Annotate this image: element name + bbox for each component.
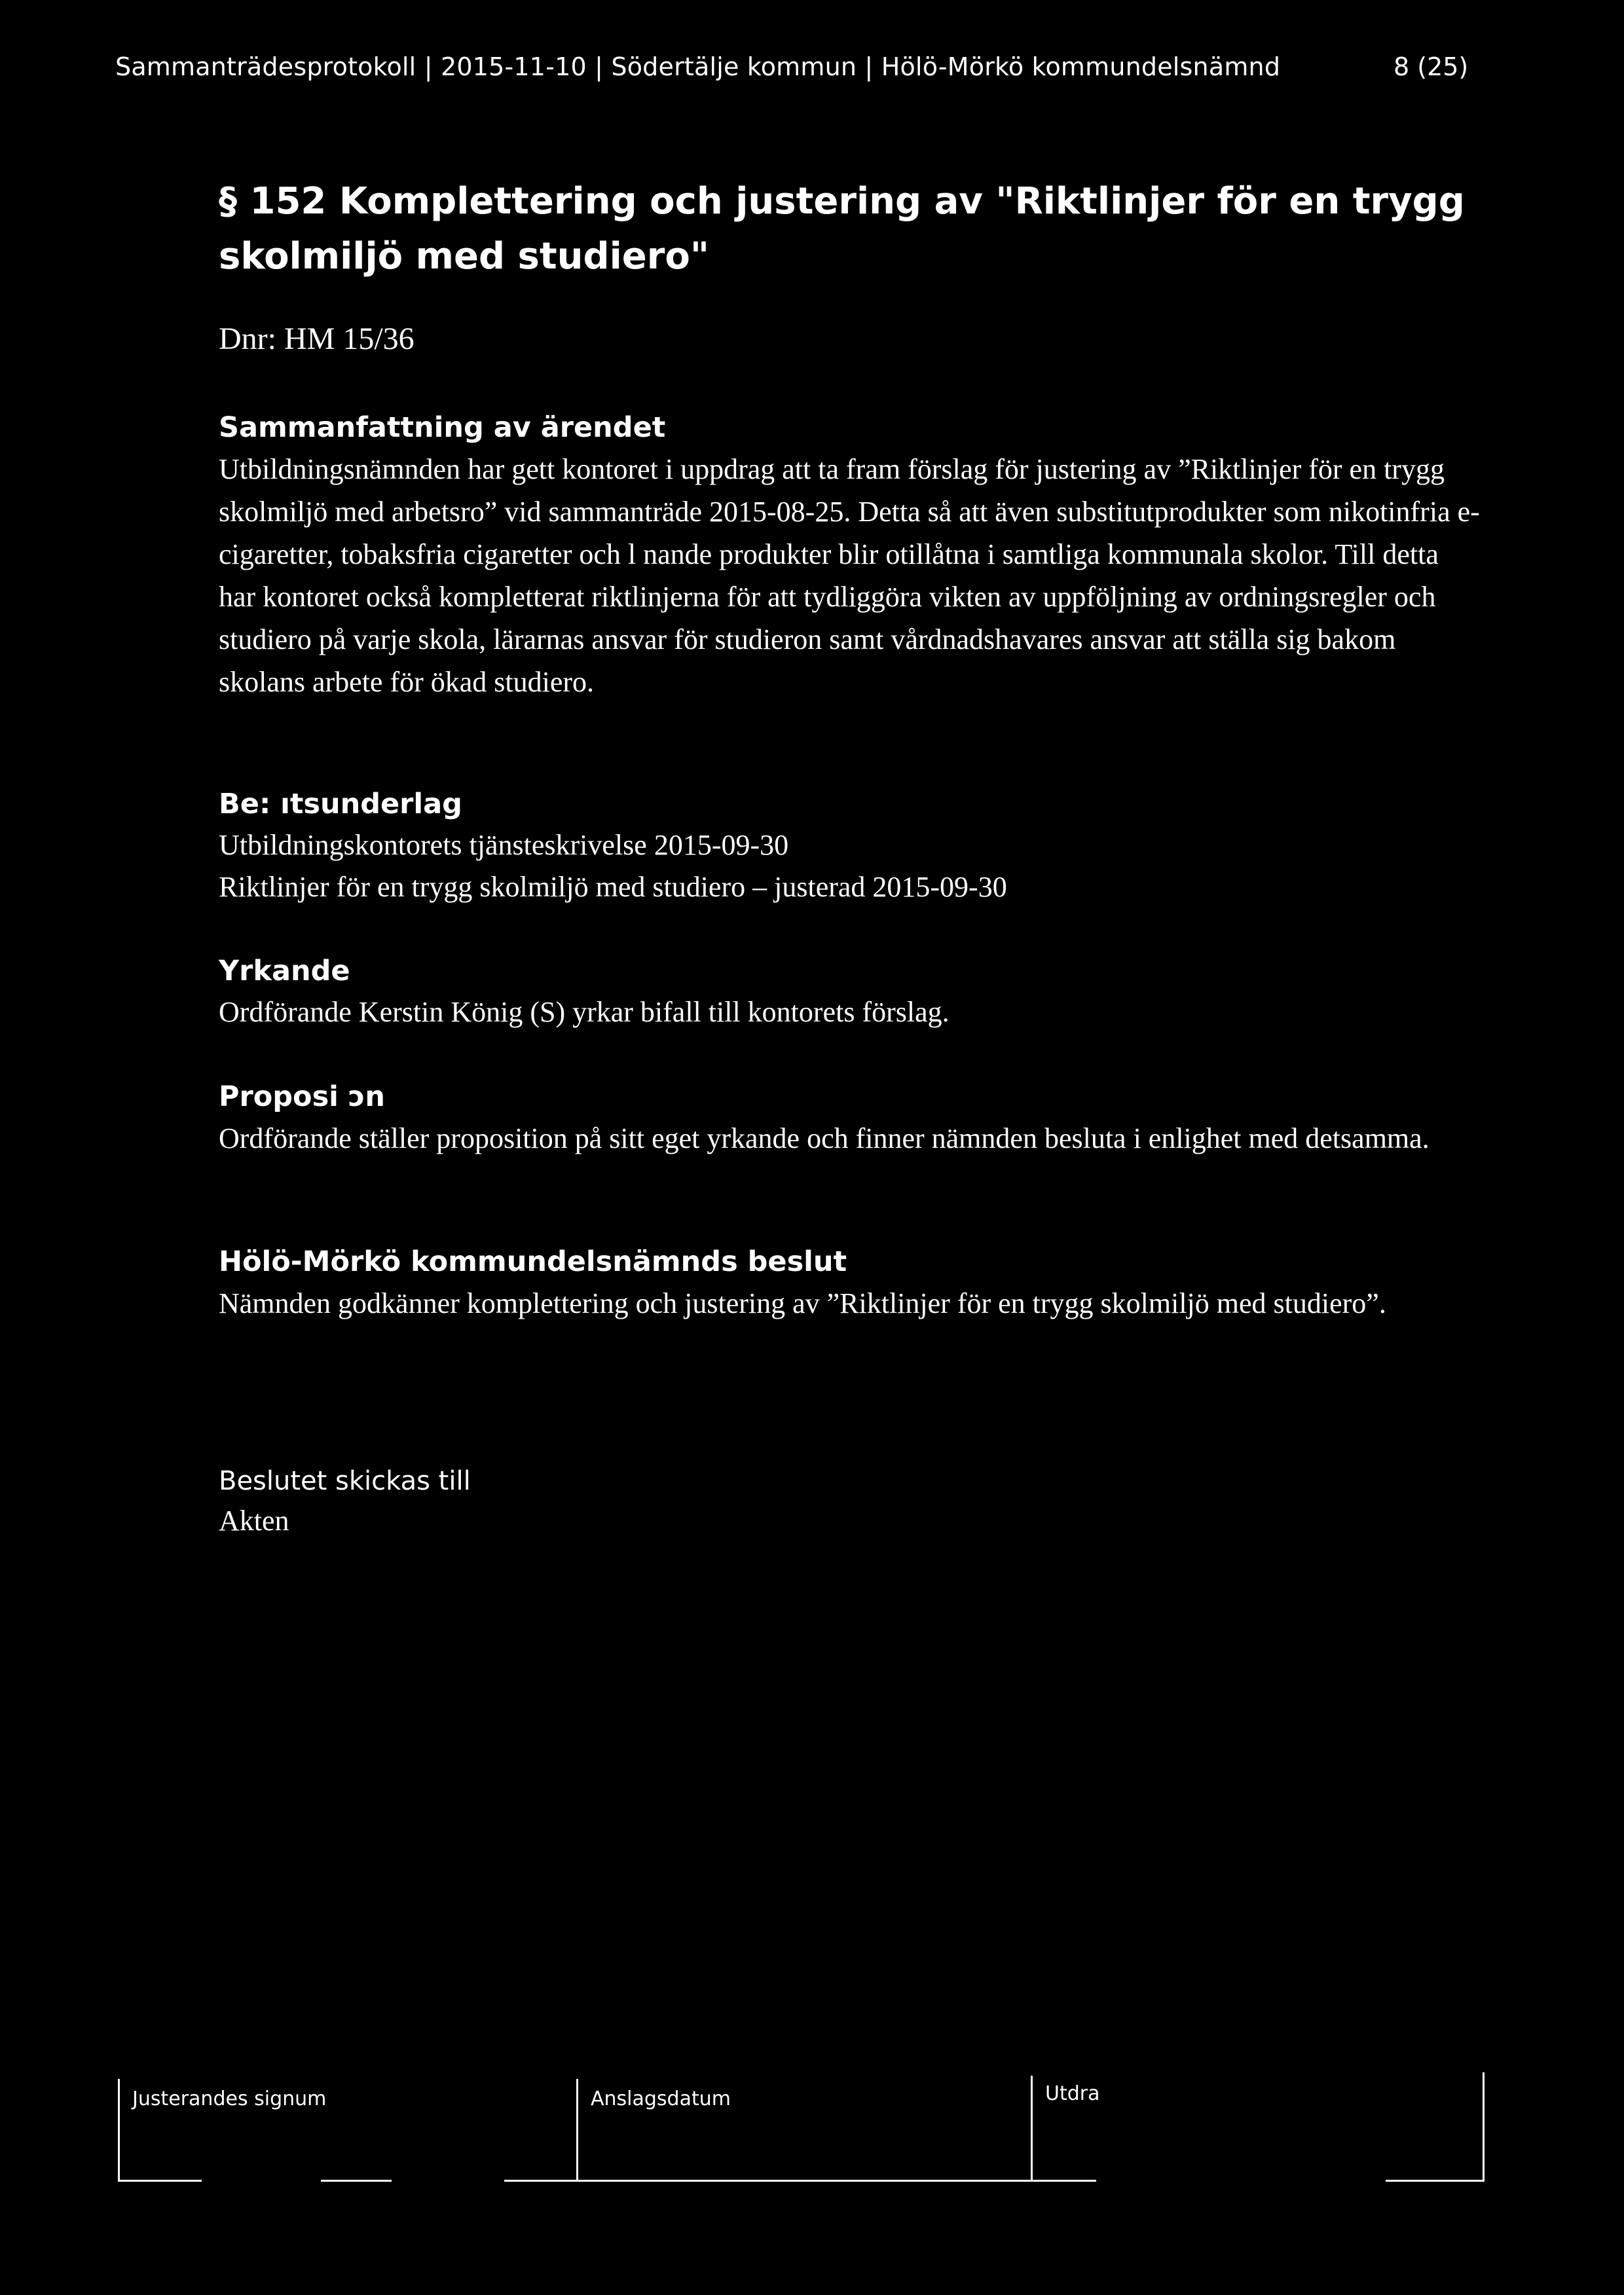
footer-label-posting-date: Anslagsdatum <box>591 2087 731 2110</box>
summary-heading: Sammanfattning av ärendet <box>219 411 666 444</box>
proposition-heading: Proposi ɔn <box>219 1080 385 1113</box>
claim-section <box>219 951 1483 1033</box>
footer-label-extract: Utdra <box>1045 2082 1100 2105</box>
footer-bottom-line <box>504 2180 1096 2182</box>
footer-bottom-line <box>1386 2180 1485 2182</box>
footer-label-signature: Justerandes signum <box>132 2087 327 2110</box>
proposition-text: Ordförande ställer proposition på sitt eget yrkande och finner nämnden besluta i enlighet med detsamma. <box>219 1122 1430 1154</box>
sent-to-heading: Beslutet skickas till <box>219 1466 471 1496</box>
sent-to-section <box>219 1462 1483 1542</box>
footer-bottom-line <box>118 2180 202 2182</box>
footer-bottom-line <box>321 2180 392 2182</box>
basis-item: Utbildningskontorets tjänsteskrivelse 2015-09-30 <box>219 829 789 861</box>
summary-section <box>219 407 1483 703</box>
summary-text: Utbildningsnämnden har gett kontoret i uppdrag att ta fram förslag för justering av ”Riktlinjer för en trygg skolmiljö med arbetsro” vid sammanträde 2015-08-25. Detta så att även substitutprodukter som nikotinfria e-cigaretter, tobaksfria cigaretter och l nande produkter blir otillåtna i samtliga kommunala skolor. Till detta har kontoret också kompletterat riktlinjerna för att tydliggöra vikten av uppföljning av ordningsregler och studiero på varje skola, lärarnas ansvar för studieron samt vårdnadshavares ansvar att ställa sig bakom skolans arbete för ökad studiero. <box>219 453 1480 698</box>
page-number: 8 (25) <box>1393 52 1469 81</box>
section-title: § 152 Komplettering och justering av "Riktlinjer för en trygg skolmiljö med studiero" <box>219 180 1465 278</box>
footer-border-left <box>118 2079 120 2182</box>
decision-text: Nämnden godkänner komplettering och justering av ”Riktlinjer för en trygg skolmiljö med studiero”. <box>219 1287 1386 1319</box>
decision-section <box>219 1241 1483 1325</box>
claim-heading: Yrkande <box>219 955 350 987</box>
basis-item: Riktlinjer för en trygg skolmiljö med studiero – justerad 2015-09-30 <box>219 871 1007 903</box>
case-number: Dnr: HM 15/36 <box>219 321 415 356</box>
footer-divider-2 <box>1031 2076 1033 2182</box>
proposition-section <box>219 1076 1483 1160</box>
basis-heading: Be: ıtsunderlag <box>219 788 462 820</box>
footer-border-right <box>1483 2072 1485 2182</box>
sent-to-recipient: Akten <box>219 1505 289 1537</box>
footer-divider-1 <box>576 2079 578 2182</box>
claim-text: Ordförande Kerstin König (S) yrkar bifall till kontorets förslag. <box>219 996 950 1028</box>
basis-section <box>219 784 1483 908</box>
document-header-title: Sammanträdesprotokoll | 2015-11-10 | Södertälje kommun | Hölö-Mörkö kommundelsnämnd <box>115 52 1281 81</box>
decision-heading: Hölö-Mörkö kommundelsnämnds beslut <box>219 1245 847 1278</box>
